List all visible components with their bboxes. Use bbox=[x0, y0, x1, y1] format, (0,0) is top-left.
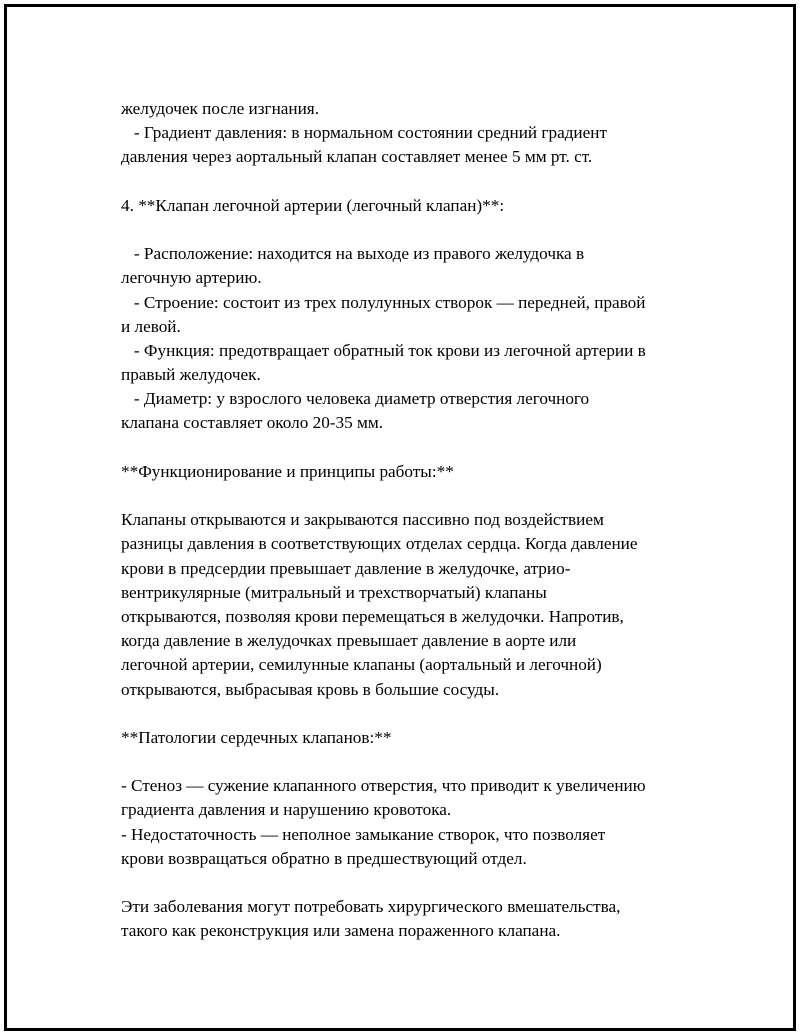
blank-line bbox=[121, 750, 701, 774]
section-heading: 4. **Клапан легочной артерии (легочный клапан)**: bbox=[121, 195, 505, 215]
text-line: - Расположение: находится на выходе из правого желудочка в bbox=[121, 244, 585, 264]
section-heading: **Функционирование и принципы работы:** bbox=[121, 461, 454, 481]
text-line: Клапаны открываются и закрываются пассивно под воздействием bbox=[121, 510, 604, 530]
text-line: легочную артерию. bbox=[121, 268, 262, 288]
blank-line bbox=[121, 170, 701, 194]
text-line: желудочек после изгнания. bbox=[121, 99, 319, 118]
text-line: - Градиент давления: в нормальном состоянии средний градиент bbox=[121, 123, 607, 143]
text-line: - Строение: состоит из трех полулунных створок — передней, правой bbox=[121, 292, 646, 312]
text-line: когда давление в желудочках превышает давление в аорте или bbox=[121, 631, 577, 651]
blank-line bbox=[121, 484, 701, 508]
text-line: Эти заболевания могут потребовать хирургического вмешательства, bbox=[121, 897, 621, 917]
section-heading: **Патологии сердечных клапанов:** bbox=[121, 727, 392, 747]
text-line: - Стеноз — сужение клапанного отверстия, что приводит к увеличению bbox=[121, 776, 646, 796]
text-line: правый желудочек. bbox=[121, 365, 261, 385]
text-line: вентрикулярные (митральный и трехстворчатый) клапаны bbox=[121, 582, 547, 602]
text-line: такого как реконструкция или замена пораженного клапана. bbox=[121, 921, 561, 941]
text-line: разницы давления в соответствующих отделах сердца. Когда давление bbox=[121, 534, 638, 554]
text-line: градиента давления и нарушению кровотока. bbox=[121, 800, 452, 820]
text-line: - Недостаточность — неполное замыкание створок, что позволяет bbox=[121, 824, 606, 844]
text-line: открываются, позволяя крови перемещаться в желудочки. Напротив, bbox=[121, 606, 624, 626]
document-page bbox=[4, 4, 796, 1031]
text-line: легочной артерии, семилунные клапаны (аортальный и легочной) bbox=[121, 655, 602, 675]
text-line: - Диаметр: у взрослого человека диаметр отверстия легочного bbox=[121, 389, 590, 409]
blank-line bbox=[121, 436, 701, 460]
blank-line bbox=[121, 871, 701, 895]
text-line: крови в предсердии превышает давление в желудочке, атрио- bbox=[121, 558, 571, 578]
text-line: и левой. bbox=[121, 316, 181, 336]
text-line: крови возвращаться обратно в предшествующий отдел. bbox=[121, 848, 527, 868]
text-line: открываются, выбрасывая кровь в большие сосуды. bbox=[121, 679, 500, 699]
text-line: - Функция: предотвращает обратный ток крови из легочной артерии в bbox=[121, 340, 646, 360]
blank-line bbox=[121, 218, 701, 242]
text-line: давления через аортальный клапан составляет менее 5 мм рт. ст. bbox=[121, 147, 593, 167]
blank-line bbox=[121, 702, 701, 726]
text-line: клапана составляет около 20-35 мм. bbox=[121, 413, 384, 433]
document-body bbox=[121, 97, 701, 944]
